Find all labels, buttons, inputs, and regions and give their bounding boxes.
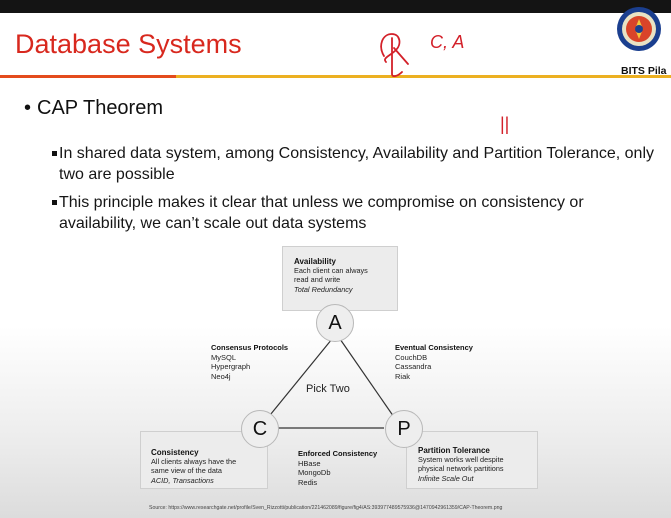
source-citation: Source: https://www.researchgate.net/profile/Sven_Rizzotti/publication/221462089/figure/fig4/AS:393977489575936@1470942961359/CAP-Theorem.png: [149, 505, 503, 511]
partition-tolerance-box: Partition Tolerance System works well despite physical network partitions Infinite Scale Out: [406, 431, 538, 489]
eventual-consistency-label: Eventual Consistency CouchDB Cassandra Riak: [395, 343, 473, 381]
bullet-cap-theorem: • CAP Theorem: [24, 97, 164, 119]
annotation-letters: C, A: [430, 32, 465, 52]
brand-label: BITS Pila: [621, 65, 667, 77]
slide-title: Database Systems: [15, 29, 242, 59]
subbullet-1: In shared data system, among Consistency, Availability and Partition Tolerance, only two are possible: [59, 143, 659, 185]
subbullet-2: This principle makes it clear that unless we compromise on consistency or availability, we can’t scale out data systems: [59, 192, 659, 234]
availability-box: Availability Each client can always read and write Total Redundancy: [282, 246, 398, 311]
node-a: A: [316, 304, 354, 342]
annotation-mark: ||: [500, 114, 510, 134]
consensus-protocols-label: Consensus Protocols MySQL Hypergraph Neo4j: [211, 343, 289, 381]
consistency-box: Consistency All clients always have the same view of the data ACID, Transactions: [140, 431, 268, 489]
enforced-consistency-label: Enforced Consistency HBase MongoDb Redis: [298, 449, 378, 487]
pick-two-label: Pick Two: [306, 383, 350, 395]
node-c: C: [241, 410, 279, 448]
node-p: P: [385, 410, 423, 448]
